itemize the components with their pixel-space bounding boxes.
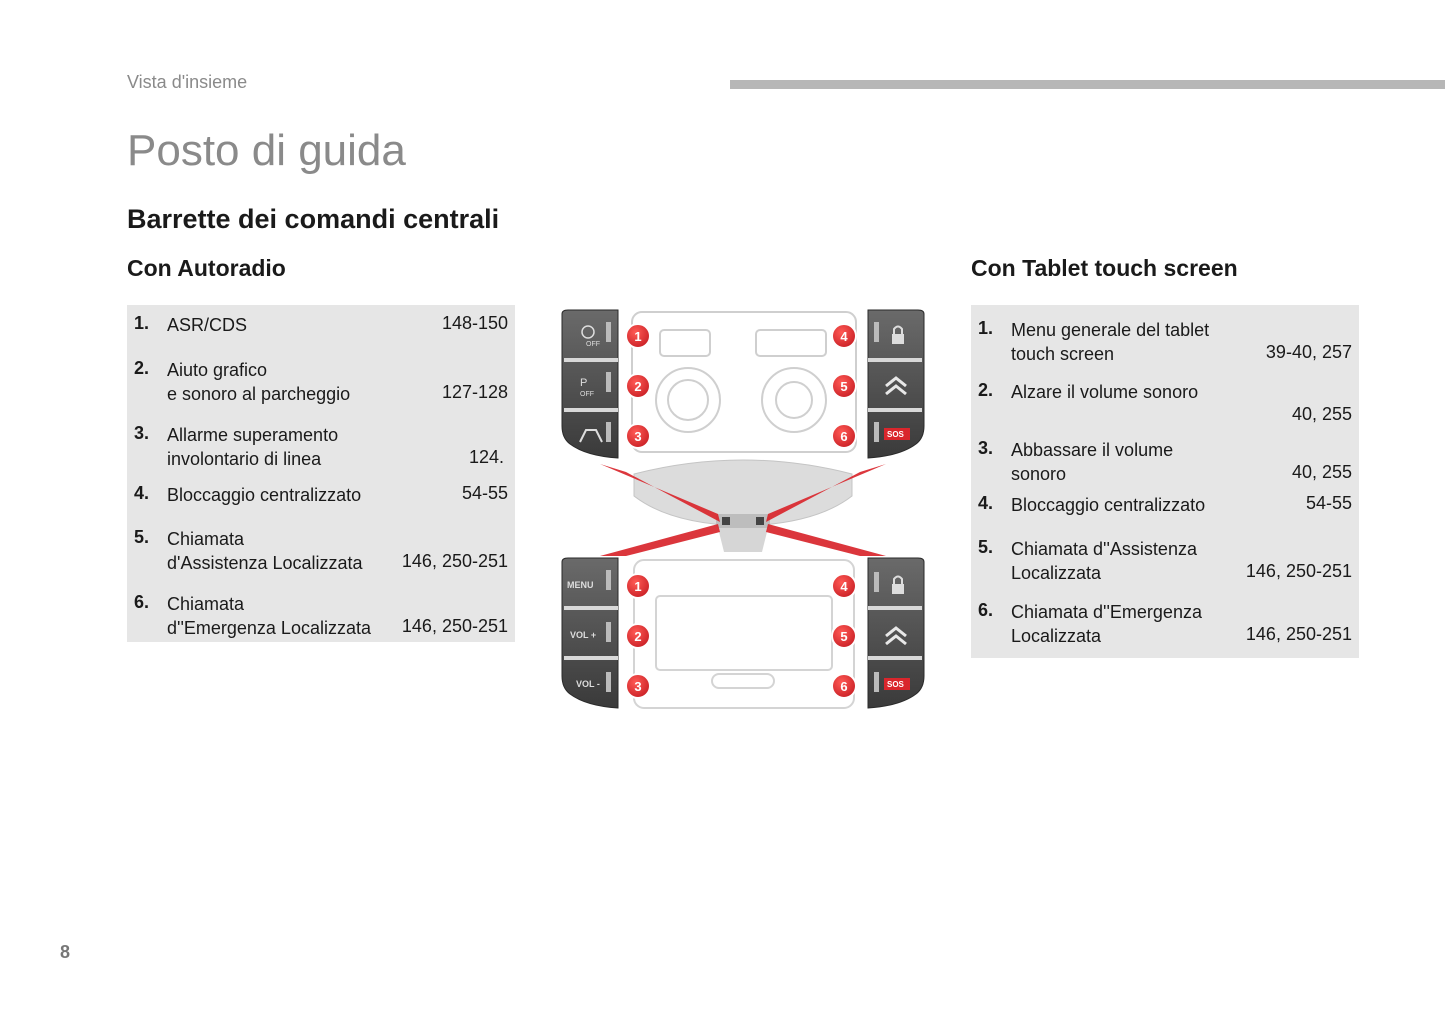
- tablet-heading: Con Tablet touch screen: [971, 255, 1238, 281]
- autoradio-heading: Con Autoradio: [127, 255, 286, 281]
- item-pages: 127-128: [441, 382, 508, 402]
- item-pages: 124.: [468, 447, 504, 467]
- item-number: 5.: [978, 537, 994, 557]
- section-subtitle: Barrette dei comandi centrali: [127, 204, 500, 234]
- callout-4: [832, 574, 856, 598]
- item-label-line2: involontario di linea: [167, 449, 322, 469]
- sos-label: SOS: [887, 430, 904, 439]
- item-pages: 148-150: [441, 313, 508, 333]
- svg-text:5: 5: [840, 379, 848, 394]
- item-label: Aiuto grafico: [167, 360, 268, 380]
- item-number: 6.: [134, 592, 150, 612]
- item-label: Chiamata: [167, 529, 245, 549]
- header-rule: [730, 80, 1445, 89]
- callout-5: [832, 624, 856, 648]
- item-number: 1.: [978, 318, 994, 338]
- item-label: Chiamata d''Assistenza: [1011, 539, 1197, 559]
- svg-text:6: 6: [840, 429, 848, 444]
- asr-off-label: OFF: [586, 341, 600, 348]
- item-label-line2: d'Assistenza Localizzata: [167, 553, 363, 573]
- vol-down-label: VOL -: [576, 679, 600, 689]
- top-right-button-strip: [868, 310, 924, 458]
- item-number: 2.: [978, 380, 994, 400]
- menu-label: MENU: [567, 580, 594, 590]
- page-number: 8: [60, 942, 71, 962]
- item-pages: 146, 250-251: [401, 551, 508, 571]
- svg-text:4: 4: [840, 329, 848, 344]
- svg-text:6: 6: [840, 679, 848, 694]
- autoradio-table: [127, 305, 515, 642]
- callout-6: [832, 424, 856, 448]
- svg-text:1: 1: [634, 329, 642, 344]
- item-label: Alzare il volume sonoro: [1011, 382, 1199, 402]
- item-pages: 39-40, 257: [1265, 342, 1352, 362]
- callout-6: [832, 674, 856, 698]
- item-pages: 54-55: [1305, 493, 1352, 513]
- item-pages: 40, 255: [1291, 462, 1352, 482]
- item-label: Menu generale del tablet: [1011, 320, 1210, 340]
- tablet-table: [971, 305, 1359, 658]
- item-label: Bloccaggio centralizzato: [1011, 495, 1206, 515]
- item-label-line2: d''Emergenza Localizzata: [167, 618, 371, 638]
- item-label-line2: Localizzata: [1011, 563, 1102, 583]
- item-pages: 54-55: [461, 483, 508, 503]
- top-console-drawing: [632, 312, 856, 452]
- vol-up-label: VOL +: [570, 630, 597, 640]
- item-number: 2.: [134, 358, 150, 378]
- sos-label: SOS: [887, 680, 904, 689]
- item-label-line2: e sonoro al parcheggio: [167, 384, 351, 404]
- callout-2: [626, 624, 650, 648]
- item-label: Bloccaggio centralizzato: [167, 485, 362, 505]
- item-number: 4.: [134, 483, 150, 503]
- item-label: Chiamata d''Emergenza: [1011, 602, 1202, 622]
- callout-2: [626, 374, 650, 398]
- callout-1: [626, 324, 650, 348]
- item-label: Chiamata: [167, 594, 245, 614]
- callout-1: [626, 574, 650, 598]
- svg-text:4: 4: [840, 579, 848, 594]
- item-pages: 146, 250-251: [1245, 624, 1352, 644]
- item-number: 6.: [978, 600, 994, 620]
- svg-text:5: 5: [840, 629, 848, 644]
- item-number: 3.: [978, 438, 994, 458]
- callout-5: [832, 374, 856, 398]
- console-illustration: [556, 306, 930, 710]
- item-label: ASR/CDS: [167, 315, 248, 335]
- item-label: Abbassare il volume: [1011, 440, 1174, 460]
- item-label-line2: Localizzata: [1011, 626, 1102, 646]
- bottom-console-drawing: [634, 560, 854, 708]
- top-left-button-strip: [562, 310, 618, 458]
- item-number: 5.: [134, 527, 150, 547]
- svg-text:3: 3: [634, 429, 642, 444]
- parking-icon: P: [580, 377, 588, 389]
- page-title: Posto di guida: [127, 126, 406, 175]
- item-number: 4.: [978, 493, 994, 513]
- parking-off-label: OFF: [580, 391, 594, 398]
- item-label-line2: sonoro: [1011, 464, 1067, 484]
- item-number: 1.: [134, 313, 150, 333]
- callout-4: [832, 324, 856, 348]
- bottom-right-button-strip: [868, 558, 924, 708]
- callout-3: [626, 424, 650, 448]
- item-number: 3.: [134, 423, 150, 443]
- item-label-line2: touch screen: [1011, 344, 1115, 364]
- item-label: Allarme superamento: [167, 425, 339, 445]
- item-pages: 146, 250-251: [401, 616, 508, 636]
- bottom-left-button-strip: [562, 558, 618, 708]
- section-label: Vista d'insieme: [127, 72, 248, 92]
- item-pages: 146, 250-251: [1245, 561, 1352, 581]
- svg-text:3: 3: [634, 679, 642, 694]
- callout-3: [626, 674, 650, 698]
- svg-text:2: 2: [634, 379, 642, 394]
- svg-text:2: 2: [634, 629, 642, 644]
- item-pages: 40, 255: [1291, 404, 1352, 424]
- svg-text:1: 1: [634, 579, 642, 594]
